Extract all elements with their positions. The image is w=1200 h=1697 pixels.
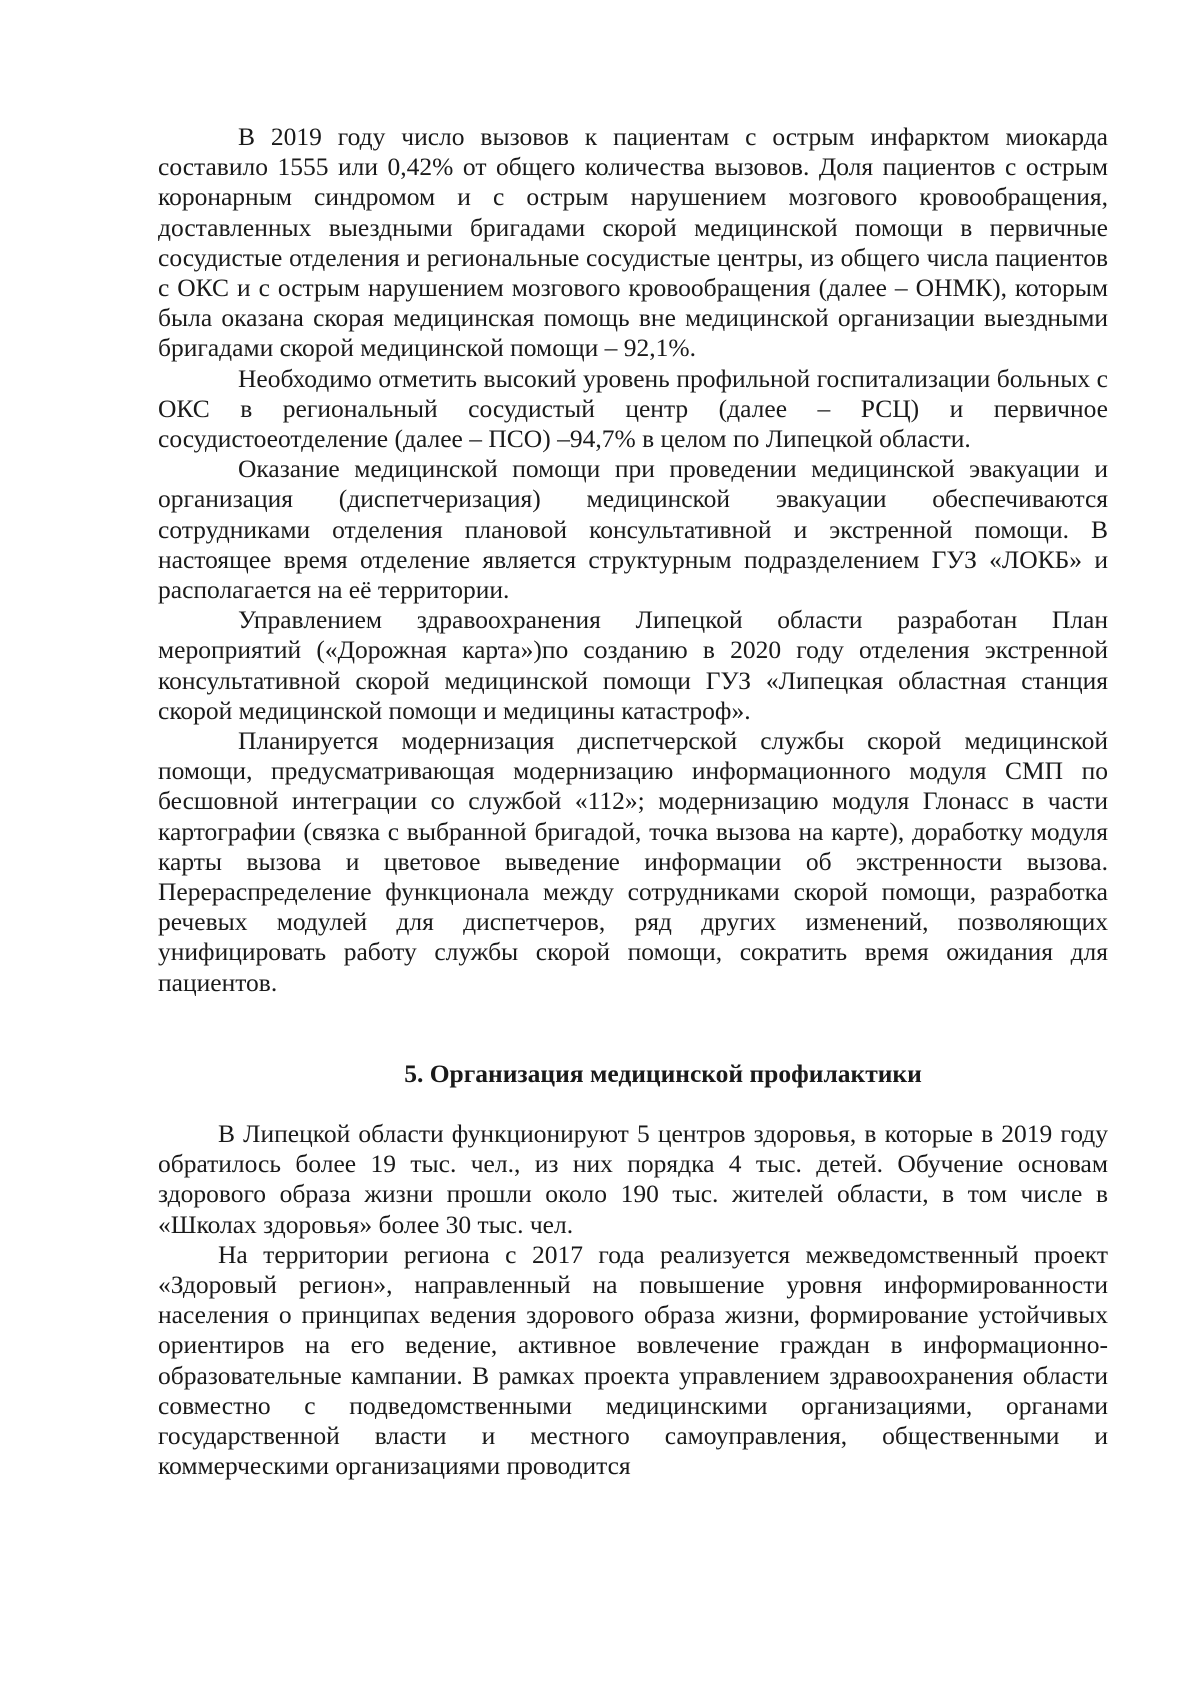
- document-body: [158, 122, 1108, 1481]
- paragraph-dispatch-modernization: Планируется модернизация диспетчерской службы скорой медицинской помощи, предусматривающая модернизацию информационного модуля СМП по бесшовной интеграции со службой «112»; модернизацию модуля Глонасс в части картографии (связка с выбранной бригадой, точка вызова на карте), доработку модуля карты вызова и цветовое выведение информации об экстренности вызова. Перераспределение функционала между сотрудниками скорой помощи, разработка речевых модулей для диспетчеров, ряд других изменений, позволяющих унифицировать работу службы скорой помощи, сократить время ожидания для пациентов.: [158, 726, 1108, 997]
- section-heading: 5. Организация медицинской профилактики: [404, 1058, 922, 1088]
- paragraph-heart-attack-calls: В 2019 году число вызовов к пациентам с острым инфарктом миокарда составило 1555 или 0,42% от общего количества вызовов. Доля пациентов с острым коронарным синдромом и с острым нарушением мозгового кровообращения, доставленных выездными бригадами скорой медицинской помощи в первичные сосудистые отделения и региональные сосудистые центры, из общего числа пациентов с ОКС и с острым нарушением мозгового кровообращения (далее – ОНМК), которым была оказана скорая медицинская помощь вне медицинской организации выездными бригадами скорой медицинской помощи – 92,1%.: [158, 122, 1108, 363]
- paragraph-medical-evacuation: Оказание медицинской помощи при проведении медицинской эвакуации и организация (диспетчеризация) медицинской эвакуации обеспечиваются сотрудниками отделения плановой консультативной и экстренной помощи. В настоящее время отделение является структурным подразделением ГУЗ «ЛОКБ» и располагается на её территории.: [158, 454, 1108, 605]
- paragraph-healthy-region: На территории региона с 2017 года реализуется межведомственный проект «Здоровый регион», направленный на повышение уровня информированности населения о принципах ведения здорового образа жизни, формирование устойчивых ориентиров на его ведение, активное вовлечение граждан в информационно-образовательные кампании. В рамках проекта управлением здравоохранения области совместно с подведомственными медицинскими организациями, органами государственной власти и местного самоуправления, общественными и коммерческими организациями проводится: [158, 1239, 1108, 1481]
- paragraph-health-centers: В Липецкой области функционируют 5 центров здоровья, в которые в 2019 году обратилось более 19 тыс. чел., из них порядка 4 тыс. детей. Обучение основам здорового образа жизни прошли около 190 тыс. жителей области, в том числе в «Школах здоровья» более 30 тыс. чел.: [158, 1118, 1108, 1239]
- paragraph-road-map: Управлением здравоохранения Липецкой области разработан План мероприятий («Дорожная карта»)по созданию в 2020 году отделения экстренной консультативной скорой медицинской помощи ГУЗ «Липецкая областная станция скорой медицинской помощи и медицины катастроф».: [158, 605, 1108, 725]
- paragraph-hospitalization: Необходимо отметить высокий уровень профильной госпитализации больных с ОКС в региональный сосудистый центр (далее – РСЦ) и первичное сосудистоеотделение (далее – ПСО) –94,7% в целом по Липецкой области.: [158, 363, 1108, 454]
